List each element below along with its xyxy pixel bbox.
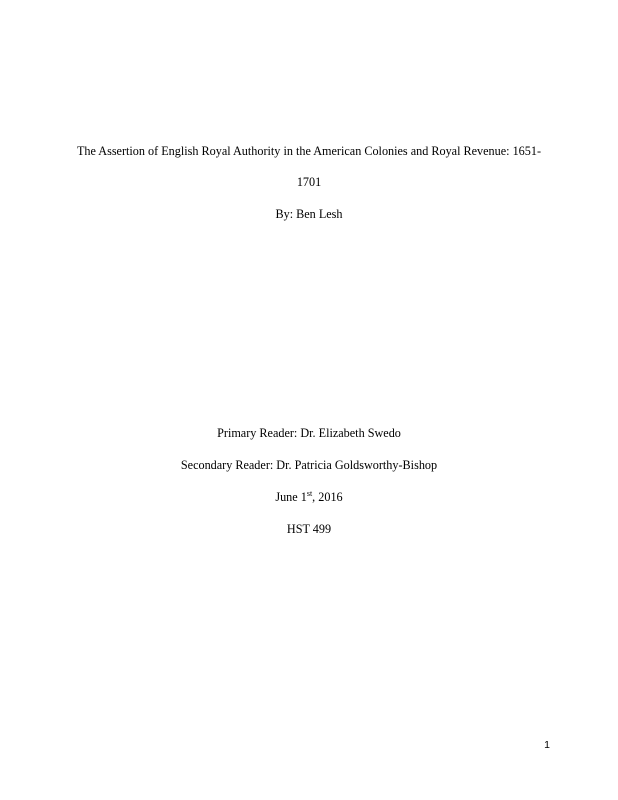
page-number: 1 bbox=[544, 739, 550, 751]
secondary-reader: Secondary Reader: Dr. Patricia Goldsworthy-Bishop bbox=[180, 458, 438, 472]
date-month-day: June 1 bbox=[275, 490, 307, 504]
submission-date bbox=[0, 489, 618, 505]
thesis-title-line-1: The Assertion of English Royal Authority in the American Colonies and Royal Revenue: 1651- bbox=[76, 144, 542, 158]
thesis-title-line-2: 1701 bbox=[296, 175, 322, 189]
primary-reader: Primary Reader: Dr. Elizabeth Swedo bbox=[217, 426, 401, 440]
date-ordinal-suffix: st bbox=[306, 489, 313, 498]
course-code: HST 499 bbox=[286, 522, 332, 536]
author-line: By: Ben Lesh bbox=[275, 207, 343, 221]
date-year: , 2016 bbox=[312, 490, 343, 504]
